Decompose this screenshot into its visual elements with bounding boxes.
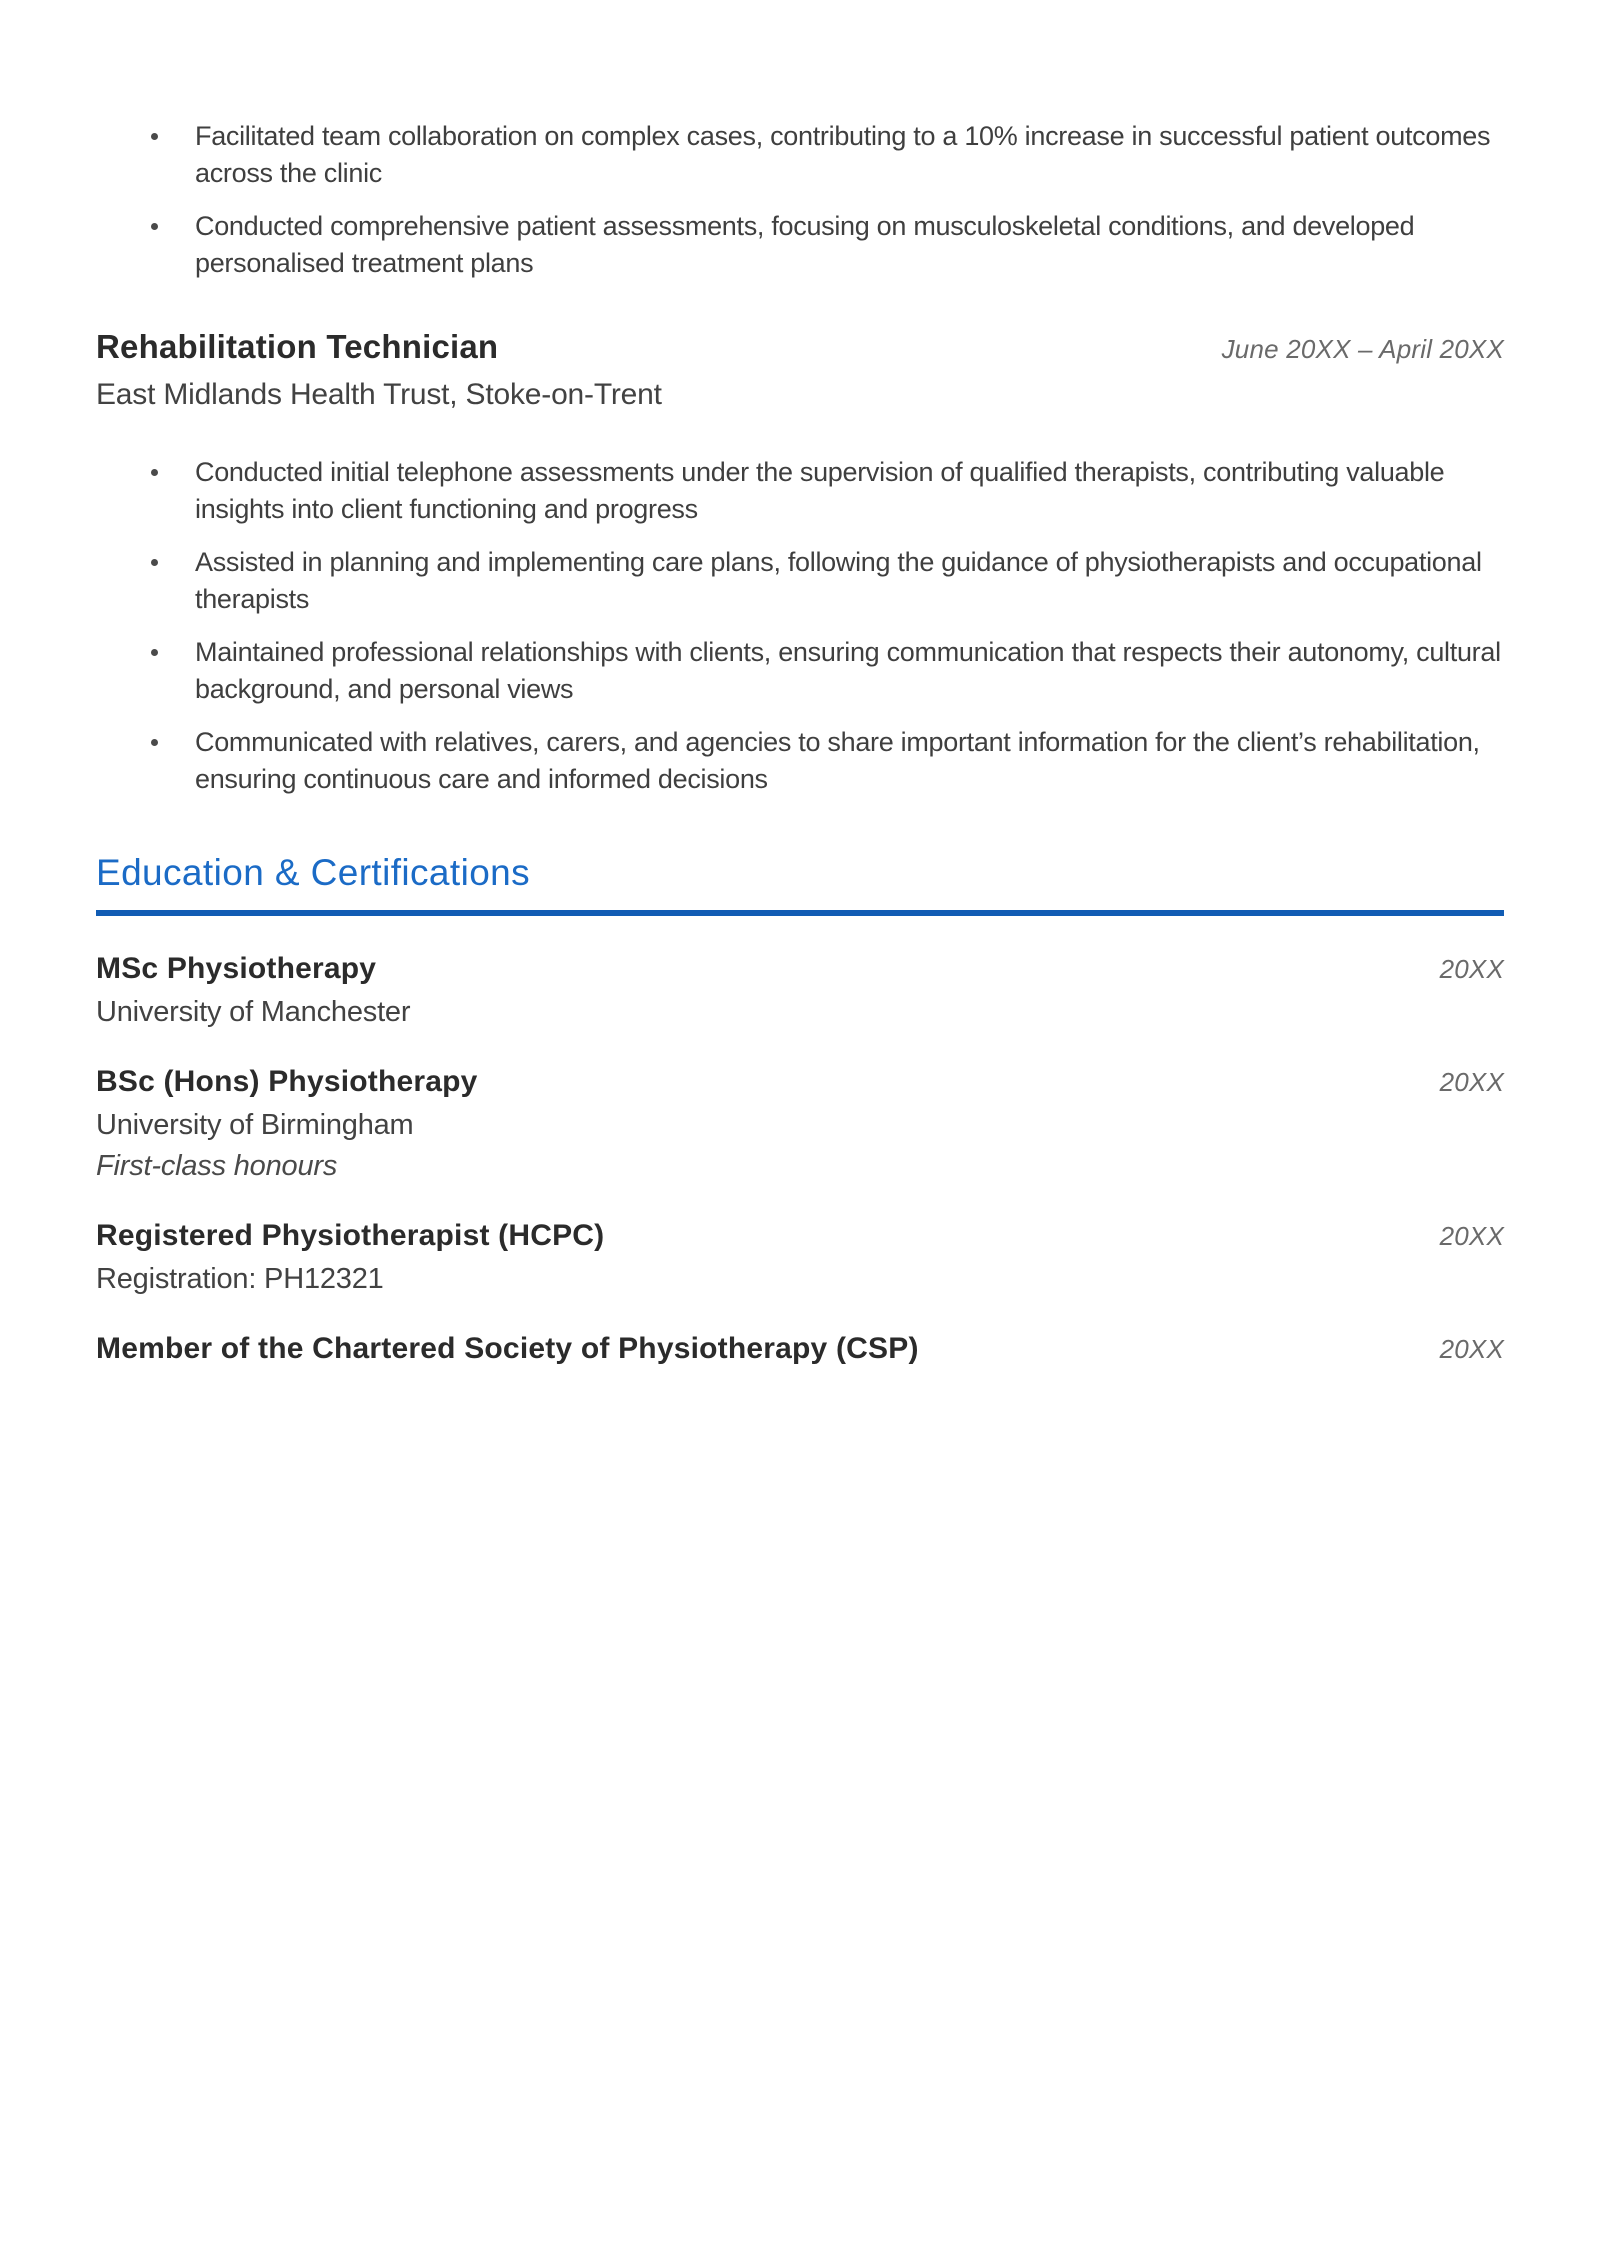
job-company: East Midlands Health Trust, Stoke-on-Trent bbox=[96, 378, 662, 411]
bullet-item bbox=[96, 118, 1504, 192]
section-divider bbox=[96, 910, 1504, 916]
job-title: Rehabilitation Technician bbox=[96, 328, 499, 365]
bullet-text: Conducted initial telephone assessments under the supervision of qualified therapists, contributing valuable insights into client functioning and progress bbox=[195, 457, 1445, 524]
education-item-header bbox=[96, 1332, 1504, 1366]
bullet-text: Communicated with relatives, carers, and agencies to share important information for the client’s rehabilitation, ensuring continuous care and informed decisions bbox=[195, 727, 1480, 794]
bullet-item bbox=[96, 634, 1504, 708]
bullet-dot bbox=[151, 559, 158, 566]
education-item-header bbox=[96, 952, 1504, 986]
bullet-dot bbox=[151, 133, 158, 140]
job-header bbox=[96, 328, 1504, 366]
education-item bbox=[96, 1332, 1504, 1366]
education-date: 20XX bbox=[1439, 1334, 1504, 1364]
education-title: BSc (Hons) Physiotherapy bbox=[96, 1065, 478, 1098]
education-subtitle: University of Manchester bbox=[96, 996, 411, 1028]
bullet-dot bbox=[151, 469, 158, 476]
bullet-text: Facilitated team collaboration on complex cases, contributing to a 10% increase in successful patient outcomes across the clinic bbox=[195, 121, 1491, 188]
bullet-item bbox=[96, 544, 1504, 618]
job-dates: June 20XX – April 20XX bbox=[1221, 334, 1504, 364]
section-heading-education: Education & Certifications bbox=[96, 852, 531, 893]
education-title: Member of the Chartered Society of Physiotherapy (CSP) bbox=[96, 1332, 919, 1365]
education-item-header bbox=[96, 1219, 1504, 1253]
education-date: 20XX bbox=[1439, 1067, 1504, 1097]
bullet-dot bbox=[151, 649, 158, 656]
education-item bbox=[96, 1065, 1504, 1183]
education-title: Registered Physiotherapist (HCPC) bbox=[96, 1219, 605, 1252]
bullet-dot bbox=[151, 223, 158, 230]
education-item bbox=[96, 952, 1504, 1029]
education-date: 20XX bbox=[1439, 1221, 1504, 1251]
job-bullet-list bbox=[96, 454, 1504, 798]
education-title: MSc Physiotherapy bbox=[96, 952, 377, 985]
bullet-text: Assisted in planning and implementing care plans, following the guidance of physiotherapists and occupational therapists bbox=[195, 547, 1482, 614]
bullet-item bbox=[96, 724, 1504, 798]
education-note: First-class honours bbox=[96, 1150, 338, 1182]
education-item bbox=[96, 1219, 1504, 1296]
bullet-text: Maintained professional relationships with clients, ensuring communication that respects their autonomy, cultural background, and personal views bbox=[195, 637, 1501, 704]
bullet-text: Conducted comprehensive patient assessments, focusing on musculoskeletal conditions, and developed personalised treatment plans bbox=[195, 211, 1415, 278]
education-subtitle: University of Birmingham bbox=[96, 1109, 414, 1141]
bullet-item bbox=[96, 208, 1504, 282]
bullet-dot bbox=[151, 739, 158, 746]
carryover-bullet-list bbox=[96, 118, 1504, 282]
education-subtitle: Registration: PH12321 bbox=[96, 1263, 384, 1295]
bullet-item bbox=[96, 454, 1504, 528]
education-date: 20XX bbox=[1439, 954, 1504, 984]
education-item-header bbox=[96, 1065, 1504, 1099]
